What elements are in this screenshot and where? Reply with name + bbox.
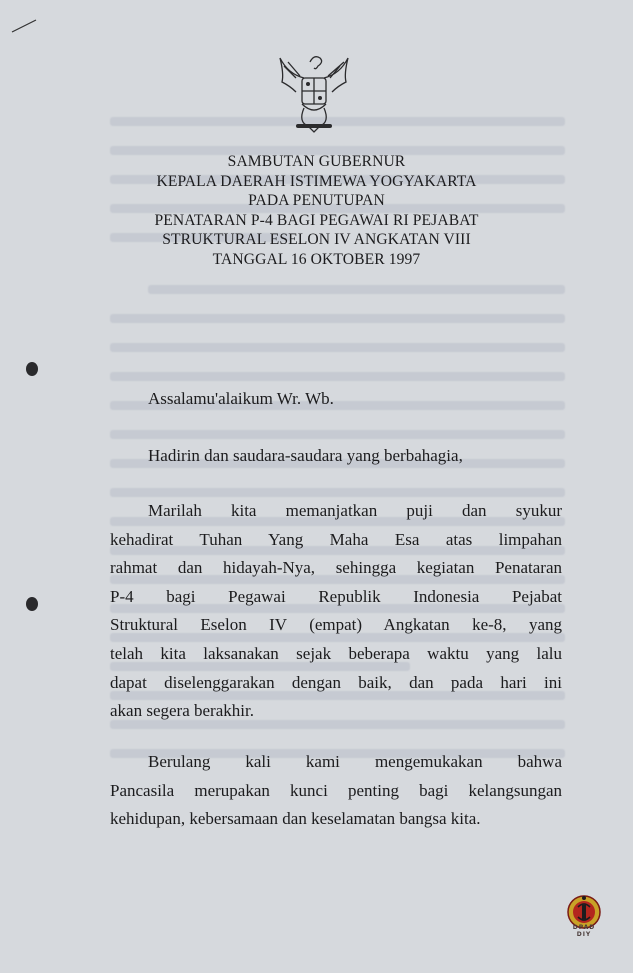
pen-mark	[10, 18, 40, 38]
seal-label-line: DIY	[576, 931, 592, 938]
paragraph-opening	[110, 497, 562, 726]
greeting-salam: Assalamu'alaikum Wr. Wb.	[148, 389, 334, 408]
title-line: SAMBUTAN GUBERNUR	[227, 153, 406, 170]
paragraph-line: Struktural Eselon IV (empat) Angkatan ke-8, yang	[110, 615, 562, 635]
garuda-emblem-icon	[274, 52, 354, 134]
paragraph-pancasila	[110, 748, 562, 834]
paragraph-line: Berulang kali kami mengemukakan bahwa	[148, 752, 562, 771]
punch-hole	[26, 597, 38, 611]
seal-label	[563, 924, 605, 938]
speech-title	[100, 152, 533, 270]
greeting-audience: Hadirin dan saudara-saudara yang berbahagia,	[148, 446, 463, 465]
paragraph-line: akan segera berakhir.	[110, 701, 254, 721]
paragraph-line: kehadirat Tuhan Yang Maha Esa atas limpahan	[110, 529, 562, 549]
paragraph-line: rahmat dan hidayah-Nya, sehingga kegiatan Penataran	[110, 558, 562, 578]
title-line: KEPALA DAERAH ISTIMEWA YOGYAKARTA	[156, 172, 477, 190]
title-line: TANGGAL 16 OKTOBER 1997	[212, 250, 421, 268]
title-line: PENATARAN P-4 BAGI PEGAWAI RI PEJABAT	[154, 211, 479, 229]
paragraph-line: dapat diselenggarakan dengan baik, dan pada hari ini	[110, 672, 562, 692]
paragraph-line: telah kita laksanakan sejak beberapa waktu yang lalu	[110, 643, 562, 663]
seal-label-line: DPAD	[572, 924, 596, 931]
paragraph-line: Marilah kita memanjatkan puji dan syukur	[148, 501, 562, 520]
paragraph-line: kehidupan, kebersamaan dan keselamatan bangsa kita.	[110, 809, 481, 829]
paragraph-line: Pancasila merupakan kunci penting bagi kelangsungan	[110, 780, 562, 800]
punch-hole	[26, 362, 38, 376]
title-line: STRUKTURAL ESELON IV ANGKATAN VIII	[162, 231, 471, 249]
title-line: PADA PENUTUPAN	[248, 192, 385, 210]
paragraph-line: P-4 bagi Pegawai Republik Indonesia Pejabat	[110, 586, 562, 606]
